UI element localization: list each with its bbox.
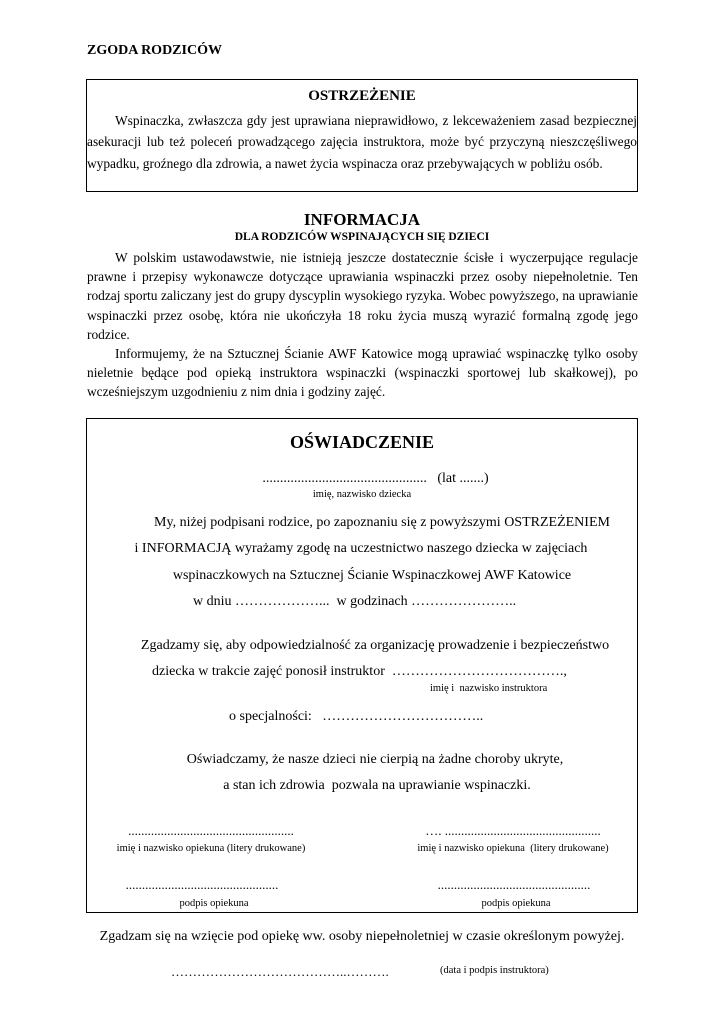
instructor-name-field[interactable]: dziecka w trakcie zajęć ponosił instruktor ………………………………., <box>152 664 567 679</box>
date-time-field[interactable]: w dniu ………………... w godzinach ………………….. <box>193 594 517 609</box>
consent-line-1: My, niżej podpisani rodzice, po zapoznaniu się z powyższymi OSTRZEŻENIEM <box>154 515 610 530</box>
health-line-1: Oświadczamy, że nasze dzieci nie cierpią na żadne choroby ukryte, <box>186 752 564 767</box>
specialty-field[interactable]: o specjalności: …………………………….. <box>229 709 484 724</box>
instructor-signature-field[interactable]: …………………………………..………. <box>171 964 389 979</box>
guardian-2-signature-field[interactable]: ............................................... <box>437 877 591 892</box>
guardian-2-signature-caption: podpis opiekuna <box>481 898 551 909</box>
warning-box <box>86 79 638 192</box>
guardian-1-signature-field[interactable]: ............................................... <box>125 877 279 892</box>
child-name-field[interactable]: ............................................... (lat .......) <box>262 471 489 486</box>
information-paragraph-2: Informujemy, że na Sztucznej Ścianie AWF Katowice mogą uprawiać wspinaczkę tylko osoby nieletnie będące pod opieką instruktora wspinaczki (wspinaczki sportowej lub skałkowej), po wcześniejszym uzgodnieniu z nim dnia i godziny zajęć. <box>87 346 638 400</box>
warning-text: Wspinaczka, zwłaszcza gdy jest uprawiana nieprawidłowo, z lekceważeniem zasad bezpiecznej asekuracji lub też poleceń prowadzącego zajęcia instruktora, może być przyczyną nieszczęśliwego wypadku, groźnego dla zdrowia, a nawet życia wspinacza oraz przebywających w pobliżu osób. <box>87 113 637 171</box>
instructor-signature-caption: (data i podpis instruktora) <box>440 965 549 976</box>
guardian-2-name-field[interactable]: …. ................................................ <box>425 823 601 838</box>
instructor-consent-text: Zgadzam się na wzięcie pod opiekę ww. osoby niepełnoletniej w czasie określonym powyżej. <box>99 929 625 944</box>
responsibility-line-1: Zgadzamy się, aby odpowiedzialność za organizację prowadzenie i bezpieczeństwo <box>140 638 610 653</box>
information-title: INFORMACJA <box>303 210 421 229</box>
information-paragraph-1: W polskim ustawodawstwie, nie istnieją jeszcze dostatecznie ścisłe i wyczerpujące regulacje prawne i przepisy wykonawcze dotyczące uprawiania wspinaczki przez osoby niepełnoletnie. Ten rodzaj sportu zaliczany jest do grupy dyscyplin wysokiego ryzyka. Wobec powyższego, na uprawianie wspinaczki przez osobę, która nie ukończyła 18 roku życia muszą wyrazić formalną zgodę jego rodzice. <box>87 250 638 342</box>
instructor-name-caption: imię i nazwisko instruktora <box>430 683 548 694</box>
guardian-1-name-field[interactable]: ................................................... <box>128 823 294 838</box>
consent-line-3: wspinaczkowych na Sztucznej Ścianie Wspinaczkowej AWF Katowice <box>172 568 572 583</box>
guardian-1-name-caption: imię i nazwisko opiekuna (litery drukowane) <box>116 843 306 854</box>
document-title: ZGODA RODZICÓW <box>87 43 222 58</box>
declaration-title: OŚWIADCZENIE <box>289 432 435 452</box>
guardian-2-name-caption: imię i nazwisko opiekuna (litery drukowane) <box>417 843 609 854</box>
health-line-2: a stan ich zdrowia pozwala na uprawianie wspinaczki. <box>223 778 531 793</box>
child-name-caption: imię, nazwisko dziecka <box>312 489 412 500</box>
consent-line-2: i INFORMACJĄ wyrażamy zgodę na uczestnictwo naszego dziecka w zajęciach <box>134 541 588 556</box>
guardian-1-signature-caption: podpis opiekuna <box>179 898 249 909</box>
warning-title: OSTRZEŻENIE <box>308 88 416 104</box>
information-subtitle: DLA RODZICÓW WSPINAJĄCYCH SIĘ DZIECI <box>234 231 490 243</box>
